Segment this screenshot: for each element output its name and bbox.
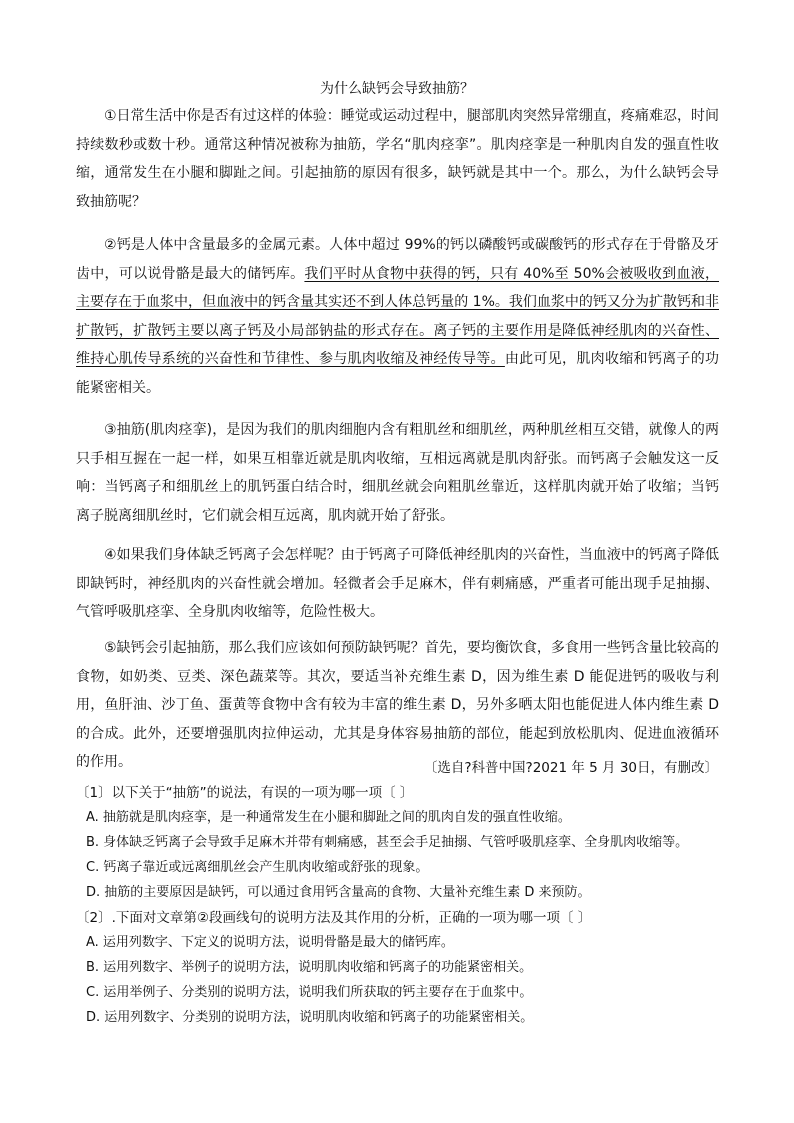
question-2-stem: 〔2〕.下面对文章第②段画线句的说明方法及其作用的分析，正确的一项为哪一项〔 〕 (76, 910, 592, 926)
question-1-option-d: D. 抽筋的主要原因是缺钙，可以通过食用钙含量高的食物、大量补充维生素 D 来预防。 (86, 885, 591, 900)
question-1-stem: 〔1〕以下关于“抽筋”的说法，有误的一项为哪一项〔 〕 (76, 785, 414, 801)
question-2-option-a: A. 运用列数字、下定义的说明方法，说明骨骼是最大的储钙库。 (86, 935, 454, 950)
paragraph-2-text-a: ②钙是人体中含量最多的金属元素。人体中超过 99%的钙以磷酸钙或碳酸钙的形式存在于骨骼及牙齿中，可以说骨骼是最大的储钙库。 (76, 237, 719, 282)
paragraph-2 (76, 231, 719, 402)
question-2-option-d: D. 运用列数字、分类别的说明方法，说明肌肉收缩和钙离子的功能紧密相关。 (86, 1010, 534, 1025)
question-1-option-a: A. 抽筋就是肌肉痉挛，是一种通常发生在小腿和脚趾之间的肌肉自发的强直性收缩。 (86, 810, 571, 825)
paragraph-4: ④如果我们身体缺乏钙离子会怎样呢？由于钙离子可降低神经肌肉的兴奋性，当血液中的钙离子降低即缺钙时，神经肌肉的兴奋性就会增加。轻微者会手足麻木，伴有刺痛感，严重者可能出现手足抽搦、气管呼吸肌痉挛、全身肌肉收缩等，危险性极大。 (76, 547, 719, 620)
question-1-option-c: C. 钙离子靠近或远离细肌丝会产生肌肉收缩或舒张的现象。 (86, 860, 429, 875)
question-2-option-b: B. 运用列数字、举例子的说明方法，说明肌肉收缩和钙离子的功能紧密相关。 (86, 960, 533, 975)
source-citation: 〔选自?科普中国?2021 年 5 月 30日，有删改〕 (423, 760, 718, 776)
paragraph-3: ③抽筋(肌肉痉挛)，是因为我们的肌肉细胞内含有粗肌丝和细肌丝，两种肌丝相互交错，就像人的两只手相互握在一起一样，如果互相靠近就是肌肉收缩，互相远离就是肌肉舒张。而钙离子会触发这一反响：当钙离子和细肌丝上的肌钙蛋白结合时，细肌丝就会向粗肌丝靠近，这样肌肉就开始了收缩；当钙离子脱离细肌丝时，它们就会相互远离，肌肉就开始了舒张。 (76, 422, 719, 524)
question-1-option-b: B. 身体缺乏钙离子会导致手足麻木并带有刺痛感，甚至会手足抽搦、气管呼吸肌痉挛、全身肌肉收缩等。 (86, 835, 689, 850)
paragraph-1: ①日常生活中你是否有过这样的体验：睡觉或运动过程中，腿部肌肉突然异常绷直，疼痛难忍，时间持续数秒或数十秒。通常这种情况被称为抽筋，学名“肌肉痉挛”。肌肉痉挛是一种肌肉自发的强直性收缩，通常发生在小腿和脚趾之间。引起抽筋的原因有很多，缺钙就是其中一个。那么，为什么缺钙会导致抽筋呢？ (76, 108, 719, 210)
paragraph-5: ⑤缺钙会引起抽筋，那么我们应该如何预防缺钙呢？首先，要均衡饮食，多食用一些钙含量比较高的食物，如奶类、豆类、深色蔬菜等。其次，要适当补充维生素 D，因为维生素 D 能促进钙的吸收与利用，鱼肝油、沙丁鱼、蛋黄等食物中含有较为丰富的维生素 D，另外多晒太阳也能促进人体内维生素 D 的合成。此外，还要增强肌肉拉伸运动，尤其是身体容易抽筋的部位，能起到放松肌肉、促进血液循环的作用。 (76, 640, 719, 770)
paragraph-2-text-b: 由此可见，肌肉收缩和钙离子的功能紧密相关。 (76, 351, 720, 396)
question-2-option-c: C. 运用举例子、分类别的说明方法，说明我们所获取的钙主要存在于血浆中。 (86, 985, 533, 1000)
article-title: 为什么缺钙会导致抽筋？ (320, 81, 474, 97)
paragraph-2-underlined: 我们平时从食物中获得的钙，只有 40%至 50%会被吸收到血液，主要存在于血浆中，但血液中的钙含量其实还不到人体总钙量的 1%。我们血浆中的钙又分为扩散钙和非扩散钙，扩散钙主要以离子钙及小局部钠盐的形式存在。离子钙的主要作用是降低神经肌肉的兴奋性、维持心肌传导系统的兴奋性和节律性、参与肌肉收缩及神经传导等。 (76, 265, 720, 367)
